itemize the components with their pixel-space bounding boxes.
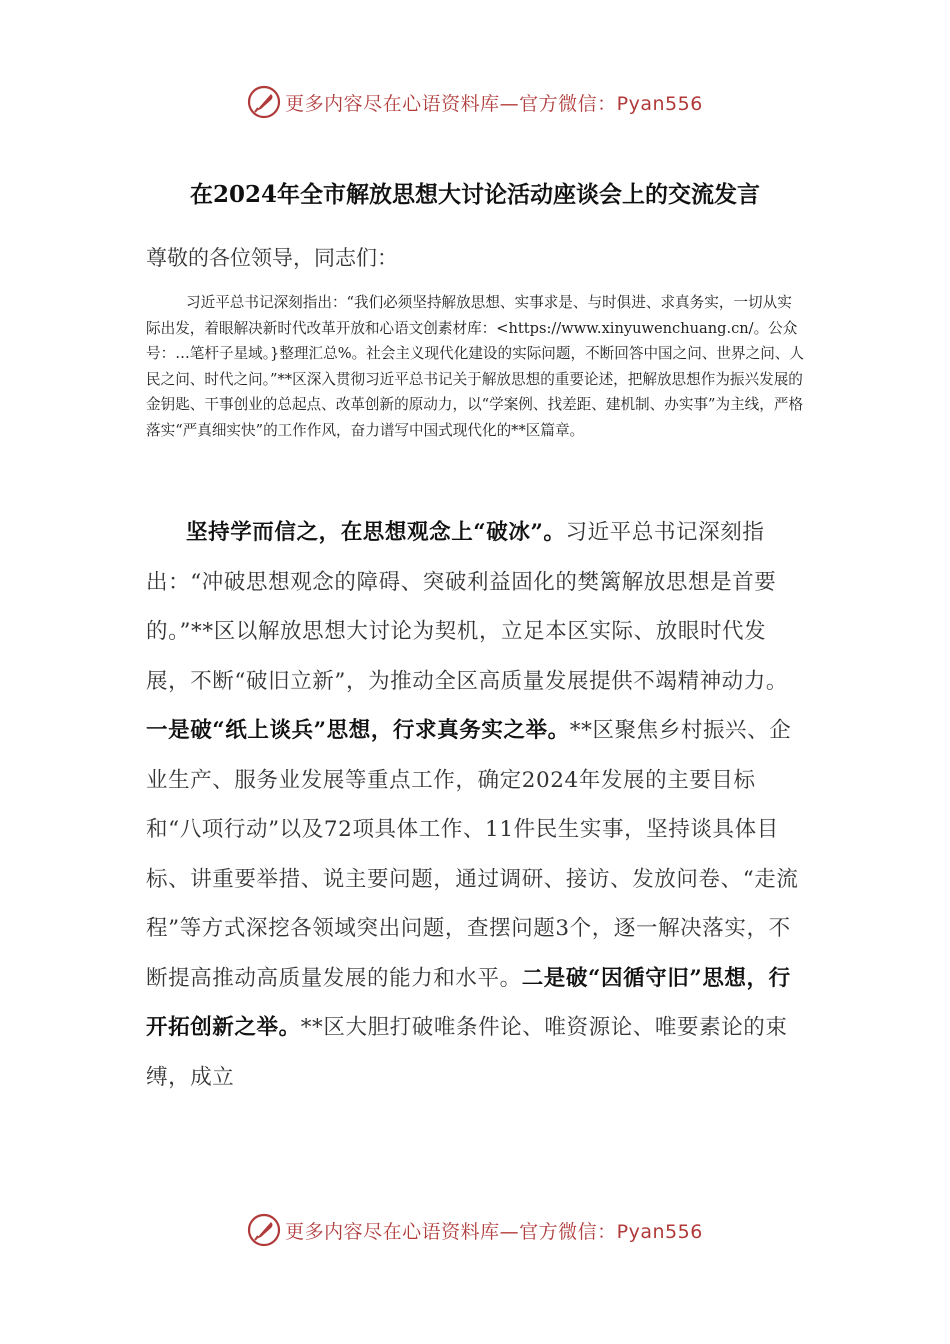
quill-logo-icon — [247, 85, 281, 119]
point-2-text: **区大胆打破唯条件论、唯资源论、唯要素论的束缚，成立 — [146, 1015, 788, 1090]
section-heading: 坚持学而信之，在思想观念上“破冰”。 — [186, 520, 566, 545]
watermark-banner-top — [0, 80, 950, 124]
intro-paragraph — [146, 290, 806, 443]
document-title: 在2024年全市解放思想大讨论活动座谈会上的交流发言 — [189, 181, 760, 208]
point-1-heading: 一是破“纸上谈兵”思想，行求真务实之举。 — [146, 718, 570, 743]
main-paragraph — [146, 508, 808, 1102]
watermark-text: 更多内容尽在心语资料库—官方微信：Pyan556 — [285, 92, 703, 115]
point-2-heading: 二是破“因循守旧”思想，行开拓创新之举。 — [146, 965, 791, 1040]
quill-logo-icon — [247, 1213, 281, 1247]
point-1-text: **区聚焦乡村振兴、企业生产、服务业发展等重点工作，确定2024年发展的主要目标和“八项行动”以及72项具体工作、11件民生实事，坚持谈具体目标、讲重要举措、说主要问题，通过调研、接访、发放问卷、“走流程”等方式深挖各领域突出问题，查摆问题3个，逐一解决落实，不断提高推动高质量发展的能力和水平。 — [146, 718, 799, 991]
watermark-text: 更多内容尽在心语资料库—官方微信：Pyan556 — [285, 1220, 703, 1243]
intro-paragraph-text: 习近平总书记深刻指出：“我们必须坚持解放思想、实事求是、与时俱进、求真务实，一切从实际出发，着眼解决新时代改革开放和心语文创素材库：<https://www.xinyuwenchuang.cn/。公众号：…笔杆子星域。}整理汇总%。社会主义现代化建设的实际问题，不断回答中国之问、世界之问、人民之问、时代之问。”**区深入贯彻习近平总书记关于解放思想的重要论述，把解放思想作为振兴发展的金钥匙、干事创业的总起点、改革创新的原动力，以“学案例、找差距、建机制、办实事”为主线，严格落实“严真细实快”的工作作风，奋力谱写中国式现代化的**区篇章。 — [146, 294, 804, 439]
watermark-banner-bottom — [0, 1208, 950, 1252]
salutation: 尊敬的各位领导，同志们： — [146, 246, 398, 270]
paragraph-text: 习近平总书记深刻指出：“冲破思想观念的障碍、突破利益固化的樊篱解放思想是首要的。”**区以解放思想大讨论为契机，立足本区实际、放眼时代发展，不断“破旧立新”，为推动全区高质量发展提供不竭精神动力。 — [146, 520, 788, 694]
